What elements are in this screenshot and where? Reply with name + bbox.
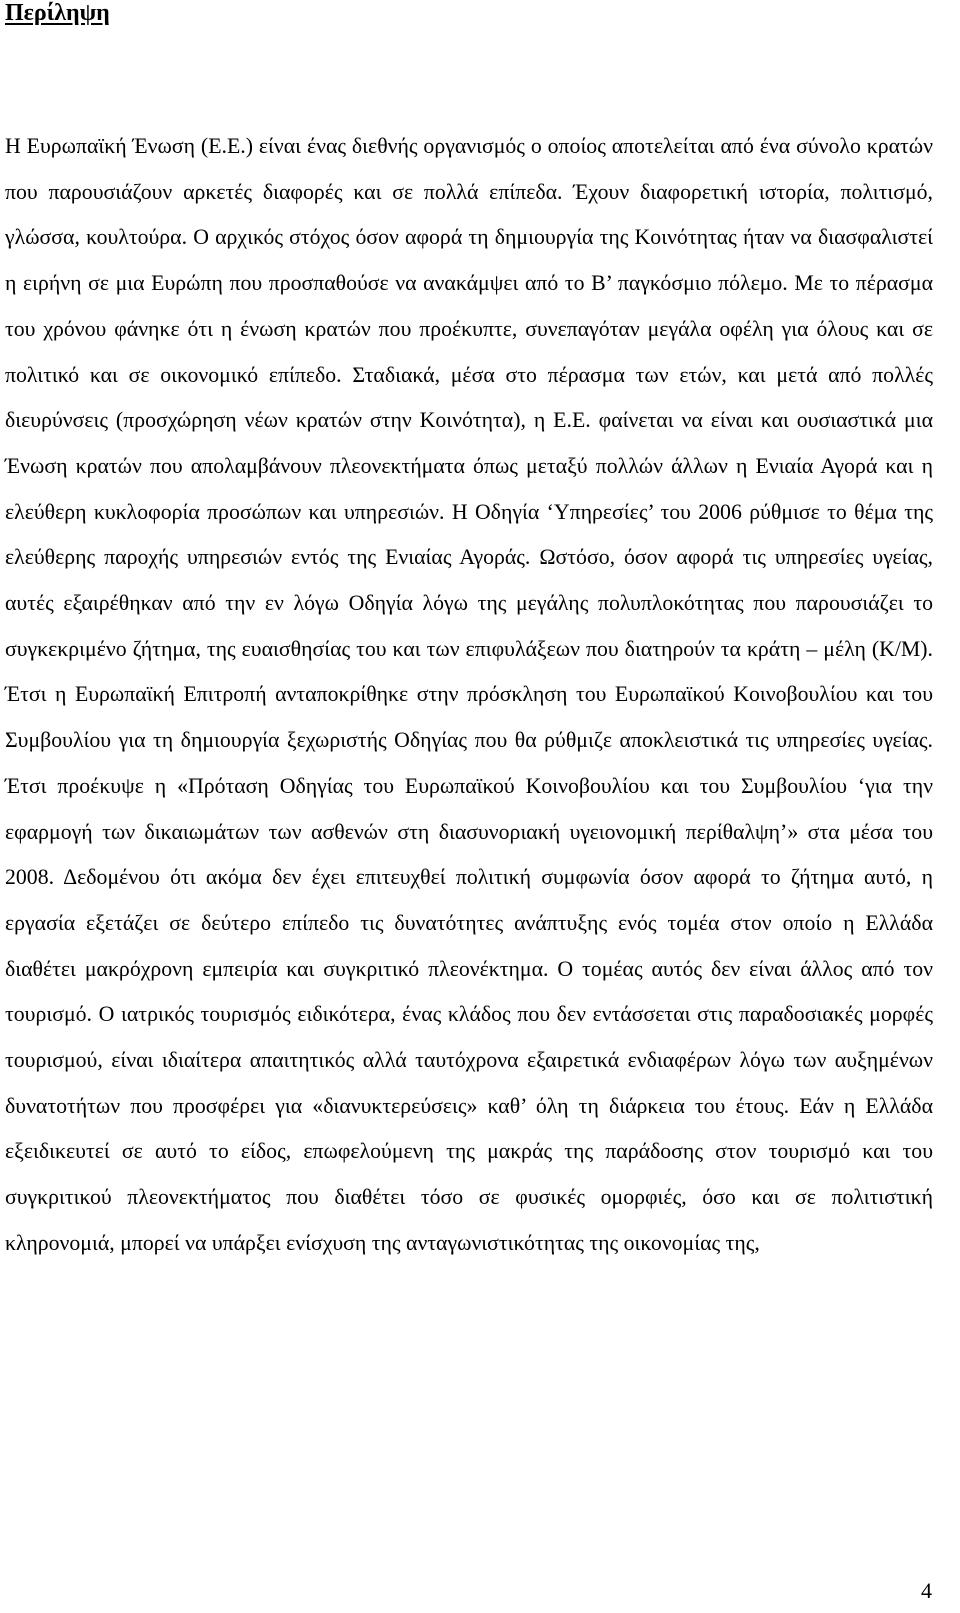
section-heading: Περίληψη [5, 0, 110, 26]
summary-paragraph: Η Ευρωπαϊκή Ένωση (Ε.Ε.) είναι ένας διεθνής οργανισμός ο οποίος αποτελείται από ένα σύνολο κρατών που παρουσιάζουν αρκετές διαφορές και σε πολλά επίπεδα. Έχουν διαφορετική ιστορία, πολιτισμό, γλώσσα, κουλτούρα. Ο αρχικός στόχος όσον αφορά τη δημιουργία της Κοινότητας ήταν να διασφαλιστεί η ειρήνη σε μια Ευρώπη που προσπαθούσε να ανακάμψει από το Β’ παγκόσμιο πόλεμο. Με το πέρασμα του χρόνου φάνηκε ότι η ένωση κρατών που προέκυπτε, συνεπαγόταν μεγάλα οφέλη για όλους και σε πολιτικό και σε οικονομικό επίπεδο. Σταδιακά, μέσα στο πέρασμα των ετών, και μετά από πολλές διευρύνσεις (προσχώρηση νέων κρατών στην Κοινότητα), η Ε.Ε. φαίνεται να είναι και ουσιαστικά μια Ένωση κρατών που απολαμβάνουν πλεονεκτήματα όπως μεταξύ πολλών άλλων η Ενιαία Αγορά και η ελεύθερη κυκλοφορία προσώπων και υπηρεσιών. Η Οδηγία ‘Υπηρεσίες’ του 2006 ρύθμισε το θέμα της ελεύθερης παροχής υπηρεσιών εντός της Ενιαίας Αγοράς. Ωστόσο, όσον αφορά τις υπηρεσίες υγείας, αυτές εξαιρέθηκαν από την εν λόγω Οδηγία λόγω της μεγάλης πολυπλοκότητας που παρουσιάζει το συγκεκριμένο ζήτημα, της ευαισθησίας του και των επιφυλάξεων που διατηρούν τα κράτη – μέλη (Κ/Μ). Έτσι η Ευρωπαϊκή Επιτροπή ανταποκρίθηκε στην πρόσκληση του Ευρωπαϊκού Κοινοβουλίου και του Συμβουλίου για τη δημιουργία ξεχωριστής Οδηγίας που θα ρύθμιζε αποκλειστικά τις υπηρεσίες υγείας. Έτσι προέκυψε η «Πρόταση Οδηγίας του Ευρωπαϊκού Κοινοβουλίου και του Συμβουλίου ‘για την εφαρμογή των δικαιωμάτων των ασθενών στη διασυνοριακή υγειονομική περίθαλψη’» στα μέσα του 2008. Δεδομένου ότι ακόμα δεν έχει επιτευχθεί πολιτική συμφωνία όσον αφορά το ζήτημα αυτό, η εργασία εξετάζει σε δεύτερο επίπεδο τις δυνατότητες ανάπτυξης ενός τομέα στον οποίο η Ελλάδα διαθέτει μακρόχρονη εμπειρία και συγκριτικό πλεονέκτημα. Ο τομέας αυτός δεν είναι άλλος από τον τουρισμό. Ο ιατρικός τουρισμός ειδικότερα, ένας κλάδος που δεν εντάσσεται στις παραδοσιακές μορφές τουρισμού, είναι ιδιαίτερα απαιτητικός αλλά ταυτόχρονα εξαιρετικά ενδιαφέρων λόγω των αυξημένων δυνατοτήτων που προσφέρει για «διανυκτερεύσεις» καθ’ όλη τη διάρκεια του έτους. Εάν η Ελλάδα εξειδικευτεί σε αυτό το είδος, επωφελούμενη της μακράς της παράδοσης στον τουρισμό και του συγκριτικού πλεονεκτήματος που διαθέτει τόσο σε φυσικές ομορφιές, όσο και σε πολιτιστική κληρονομιά, μπορεί να υπάρξει ενίσχυση της ανταγωνιστικότητας της οικονομίας της, [5, 134, 933, 1255]
page-number: 4 [921, 1578, 932, 1603]
